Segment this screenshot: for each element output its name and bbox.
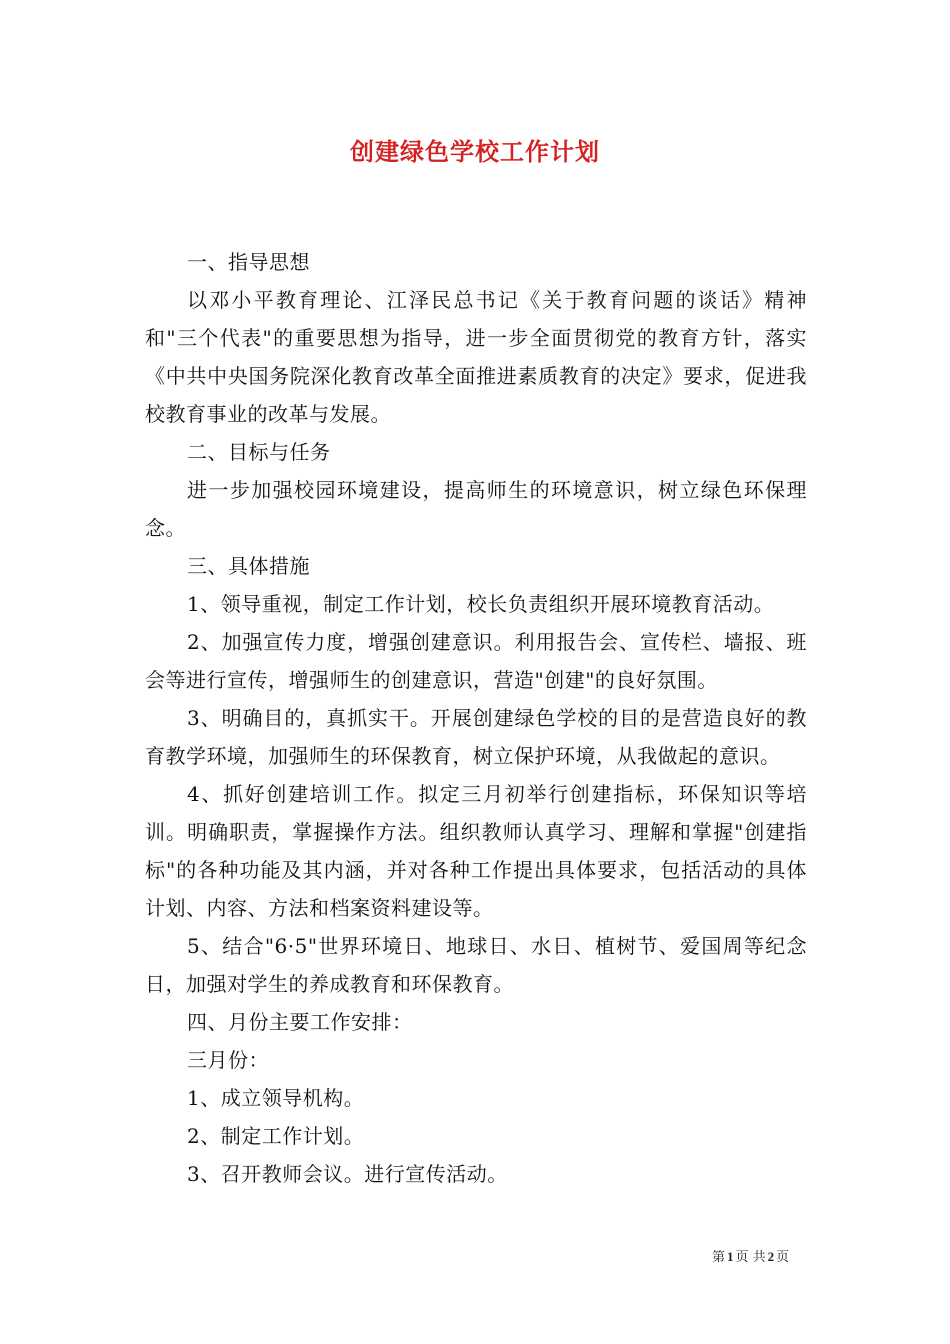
footer-middle: 页 共 xyxy=(735,1250,766,1265)
measure-item-4: 4、抓好创建培训工作。拟定三月初举行创建指标，环保知识等培训。明确职责，掌握操作方法。组织教师认真学习、理解和掌握"创建指标"的各种功能及其内涵，并对各种工作提出具体要求，包括活动的具体计划、内容、方法和档案资料建设等。 xyxy=(145,782,807,920)
measure-item-5: 5、结合"6·5"世界环境日、地球日、水日、植树节、爱国周等纪念日，加强对学生的养成教育和环保教育。 xyxy=(145,934,807,996)
march-task-1: 1、成立领导机构。 xyxy=(187,1086,365,1110)
paragraph-guiding-thought: 以邓小平教育理论、江泽民总书记《关于教育问题的谈话》精神和"三个代表"的重要思想为指导，进一步全面贯彻党的教育方针，落实《中共中央国务院深化教育改革全面推进素质教育的决定》要求，促进我校教育事业的改革与发展。 xyxy=(145,288,807,426)
page-number-footer xyxy=(712,1246,789,1265)
footer-prefix: 第 xyxy=(712,1250,726,1265)
measure-item-3: 3、明确目的，真抓实干。开展创建绿色学校的目的是营造良好的教育教学环境，加强师生的环保教育，树立保护环境，从我做起的意识。 xyxy=(145,706,807,768)
footer-suffix: 页 xyxy=(776,1250,790,1265)
section-heading-guiding-thought: 一、指导思想 xyxy=(187,250,310,274)
section-heading-goals: 二、目标与任务 xyxy=(187,440,331,464)
march-task-2: 2、制定工作计划。 xyxy=(187,1124,365,1148)
paragraph-goals: 进一步加强校园环境建设，提高师生的环境意识，树立绿色环保理念。 xyxy=(145,478,807,540)
march-task-3: 3、召开教师会议。进行宣传活动。 xyxy=(187,1162,508,1186)
footer-current-page: 1 xyxy=(727,1249,734,1264)
document-title: 创建绿色学校工作计划 xyxy=(350,137,600,166)
footer-total-pages: 2 xyxy=(767,1249,775,1264)
month-label-march: 三月份： xyxy=(187,1048,269,1072)
measure-item-2: 2、加强宣传力度，增强创建意识。利用报告会、宣传栏、墙报、班会等进行宣传，增强师生的创建意识，营造"创建"的良好氛围。 xyxy=(145,630,807,692)
measure-item-1: 1、领导重视，制定工作计划，校长负责组织开展环境教育活动。 xyxy=(187,592,775,616)
document-body xyxy=(145,243,807,1193)
section-heading-monthly-plan: 四、月份主要工作安排： xyxy=(187,1010,413,1034)
section-heading-measures: 三、具体措施 xyxy=(187,554,310,578)
